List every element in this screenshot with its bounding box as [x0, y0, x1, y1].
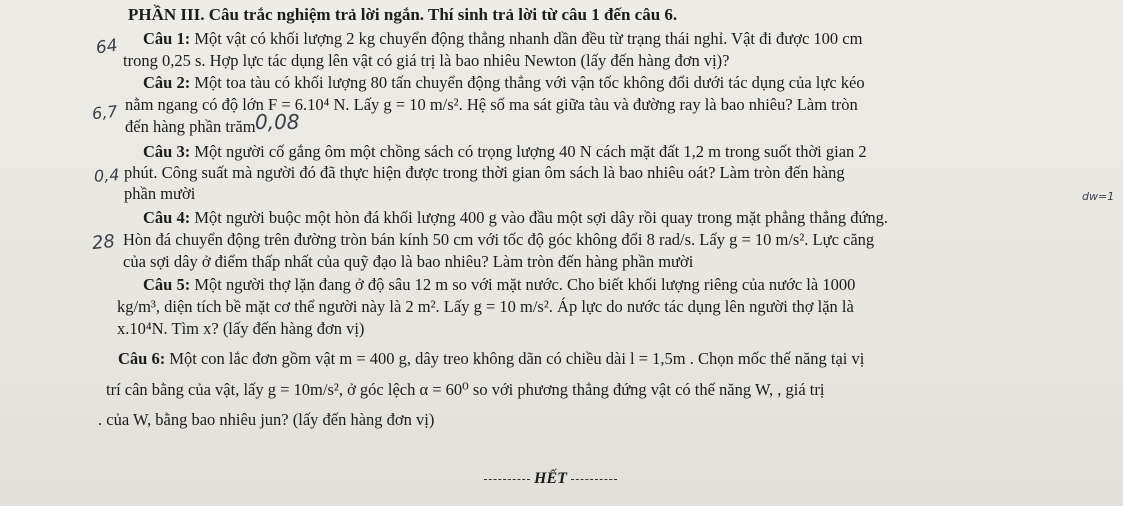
question-6-line-2: trí cân bằng của vật, lấy g = 10m/s², ở góc lệch α = 60⁰ so với phương thẳng đứng vật có thế năng W, , giá trị: [106, 380, 825, 399]
question-6-label: Câu 6:: [118, 349, 166, 368]
handwritten-q3-margin: 0,4: [93, 165, 121, 186]
question-1-line-2: trong 0,25 s. Hợp lực tác dụng lên vật có giá trị là bao nhiêu Newton (lấy đến hàng đơn vị)?: [123, 51, 730, 70]
question-5-line-2: kg/m³, diện tích bề mặt cơ thể người này là 2 m². Lấy g = 10 m/s². Áp lực do nước tác dụng lên người thợ lặn là: [117, 297, 854, 316]
section-title: PHẦN III. Câu trắc nghiệm trả lời ngắn. Thí sinh trả lời từ câu 1 đến câu 6.: [128, 5, 678, 24]
question-3-label: Câu 3:: [143, 142, 191, 161]
question-5-line-1: [143, 275, 855, 295]
question-3-text-1: Một người cố gắng ôm một chồng sách có trọng lượng 40 N cách mặt đất 1,2 m trong suốt thời gian 2: [190, 142, 867, 161]
question-4-line-1: [143, 208, 888, 228]
question-1-line-1: [143, 29, 862, 49]
question-3-line-2: phút. Công suất mà người đó đã thực hiện được trong thời gian ôm sách là bao nhiêu oát? Làm tròn đến hàng: [124, 163, 845, 182]
end-dash-right: [571, 479, 617, 480]
question-2-label: Câu 2:: [143, 73, 191, 92]
question-1-label: Câu 1:: [143, 29, 191, 48]
question-2-text-1: Một toa tàu có khối lượng 80 tấn chuyển động thẳng với vận tốc không đổi dưới tác dụng của lực kéo: [190, 73, 865, 92]
question-6-text-1: Một con lắc đơn gồm vật m = 400 g, dây treo không dãn có chiều dài l = 1,5m . Chọn mốc thế năng tại vị: [165, 349, 865, 368]
handwritten-q1-margin: 64: [94, 35, 119, 59]
question-5-text-1: Một người thợ lặn đang ở độ sâu 12 m so với mặt nước. Cho biết khối lượng riêng của nước là 1000: [190, 275, 856, 294]
end-dash-left: [484, 479, 530, 480]
question-3-line-3: phần mười: [124, 184, 196, 203]
question-2-line-3: đến hàng phần trăm: [125, 117, 256, 136]
question-1-text-1: Một vật có khối lượng 2 kg chuyển động thẳng nhanh dần đều từ trạng thái nghỉ. Vật đi được 100 cm: [190, 29, 863, 48]
handwritten-q2-margin: 6,7: [91, 101, 119, 124]
question-3-line-1: [143, 142, 867, 162]
handwritten-q4-answer: 28: [90, 230, 116, 255]
handwritten-q3-right-note: dw=1: [1082, 190, 1115, 203]
handwritten-q2-answer: 0,08: [255, 110, 300, 134]
question-4-line-3: của sợi dây ở điểm thấp nhất của quỹ đạo là bao nhiêu? Làm tròn đến hàng phần mười: [123, 252, 694, 271]
question-5-line-3: x.10⁴N. Tìm x? (lấy đến hàng đơn vị): [117, 319, 365, 338]
question-4-line-2: Hòn đá chuyển động trên đường tròn bán kính 50 cm với tốc độ góc không đổi 8 rad/s. Lấy g = 10 m/s². Lực căng: [123, 230, 875, 249]
question-6-line-3: . của W, bằng bao nhiêu jun? (lấy đến hàng đơn vị): [98, 410, 435, 429]
question-5-label: Câu 5:: [143, 275, 191, 294]
question-4-text-1: Một người buộc một hòn đá khối lượng 400 g vào đầu một sợi dây rồi quay trong mặt phẳng thẳng đứng.: [190, 208, 889, 227]
question-4-label: Câu 4:: [143, 208, 191, 227]
end-marker: [480, 470, 621, 488]
question-2-line-2: nằm ngang có độ lớn F = 6.10⁴ N. Lấy g = 10 m/s². Hệ số ma sát giữa tàu và đường ray là bao nhiêu? Làm tròn: [125, 95, 858, 114]
question-6-line-1: [118, 349, 864, 369]
end-text: HẾT: [534, 470, 567, 487]
question-2-line-1: [143, 73, 865, 93]
